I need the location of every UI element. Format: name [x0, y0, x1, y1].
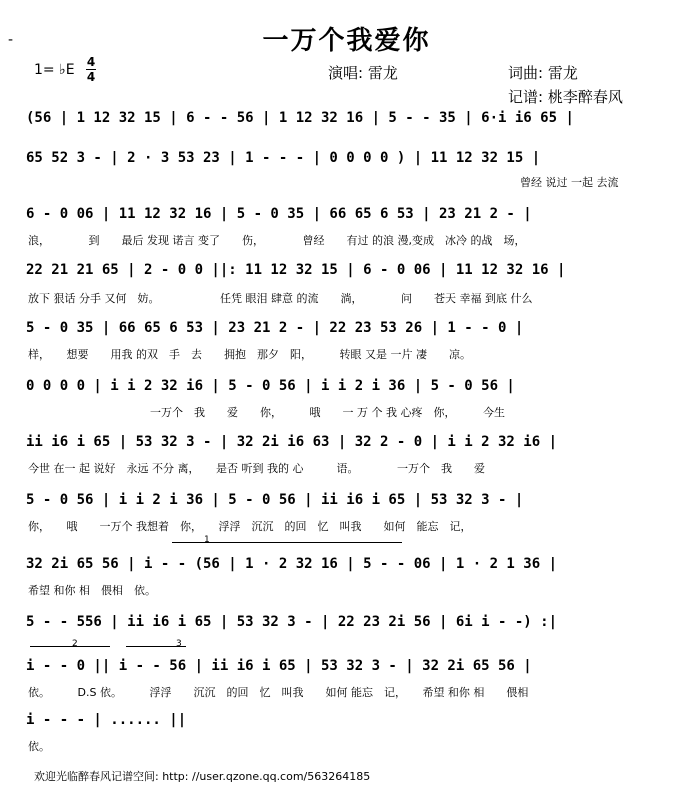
left-dash: -	[8, 32, 14, 48]
notation-row-6: 0 0 0 0 | i i 2 32 i6 | 5 - 0 56 | i i 2 i 36 | 5 - 0 56 |	[26, 378, 515, 394]
lyrics-row-9: 希望 和你 相 偎相 依。	[28, 584, 156, 597]
meter-top: 4	[86, 55, 96, 69]
notation-row-4: 22 21 21 65 | 2 - 0 0 ||: 11 12 32 15 | 6 - 0 06 | 11 12 32 16 |	[26, 262, 566, 278]
composer-credit: 词曲: 雷龙	[508, 64, 578, 82]
time-signature	[86, 56, 96, 83]
notation-row-1: (56 | 1 12 32 15 | 6 - - 56 | 1 12 32 16 | 5 - - 35 | 6·i i6 65 |	[26, 110, 574, 126]
transcriber-credit: 记谱: 桃李醉春风	[508, 88, 623, 106]
key-signature: 1= ♭E	[34, 62, 75, 78]
notation-row-12: i - - - | ...... ||	[26, 712, 187, 728]
notation-row-10: 5 - - 556 | ii i6 i 65 | 53 32 3 - | 22 23 2i 56 | 6i i - -) :|	[26, 614, 558, 630]
meter-bottom: 4	[86, 70, 96, 84]
ending-bracket-2	[30, 646, 110, 647]
notation-row-7: ii i6 i 65 | 53 32 3 - | 32 2i i6 63 | 32 2 - 0 | i i 2 32 i6 |	[26, 434, 558, 450]
lyrics-row-4: 放下 狠话 分手 又何 妨。 任凭 眼泪 肆意 的流 淌， 问 苍天 幸福 到底 什么	[28, 292, 533, 305]
notation-row-9: 32 2i 65 56 | i - - (56 | 1 · 2 32 16 | 5 - - 06 | 1 · 2 1 36 |	[26, 556, 558, 572]
lyrics-row-12: 依。	[28, 740, 50, 753]
lyrics-row-8: 你， 哦 一万个 我想着 你， 浮浮 沉沉 的回 忆 叫我 如何 能忘 记，	[28, 520, 472, 533]
notation-row-5: 5 - 0 35 | 66 65 6 53 | 23 21 2 - | 22 23 53 26 | 1 - - 0 |	[26, 320, 524, 336]
lyrics-row-6: 一万个 我 爱 你， 哦 一 万 个 我 心疼 你， 今生	[150, 406, 505, 419]
lyrics-row-11: 依。 D.S 依。 浮浮 沉沉 的回 忆 叫我 如何 能忘 记， 希望 和你 相 偎相	[28, 686, 529, 699]
ending-number-2: 2	[72, 639, 78, 649]
notation-row-3: 6 - 0 06 | 11 12 32 16 | 5 - 0 35 | 66 65 6 53 | 23 21 2 - |	[26, 206, 532, 222]
notation-row-8: 5 - 0 56 | i i 2 i 36 | 5 - 0 56 | ii i6 i 65 | 53 32 3 - |	[26, 492, 524, 508]
notation-row-11: i - - 0 || i - - 56 | ii i6 i 65 | 53 32 3 - | 32 2i 65 56 |	[26, 658, 532, 674]
footer-text: 欢迎光临醉春风记谱空间: http: //user.qzone.qq.com/563264185	[34, 770, 371, 783]
ending-number-3: 3	[176, 639, 182, 649]
lyrics-row-3: 浪， 到 最后 发现 诺言 变了 伤， 曾经 有过 的浪 漫,变成 冰冷 的战 场，	[28, 234, 526, 247]
lyrics-row-7: 今世 在一 起 说好 永远 不分 离， 是否 听到 我的 心 语。 一万个 我 爱	[28, 462, 485, 475]
notation-row-2: 65 52 3 - | 2 · 3 53 23 | 1 - - - | 0 0 0 0 ) | 11 12 32 15 |	[26, 150, 541, 166]
lyrics-row-5: 样， 想要 用我 的双 手 去 拥抱 那夕 阳， 转眼 又是 一片 凄 凉。	[28, 348, 471, 361]
ending-number-1: 1	[204, 535, 210, 545]
lyrics-row-2: 曾经 说过 一起 去流	[520, 176, 619, 189]
song-title: 一万个我爱你	[262, 26, 431, 56]
singer-credit: 演唱: 雷龙	[328, 64, 398, 82]
